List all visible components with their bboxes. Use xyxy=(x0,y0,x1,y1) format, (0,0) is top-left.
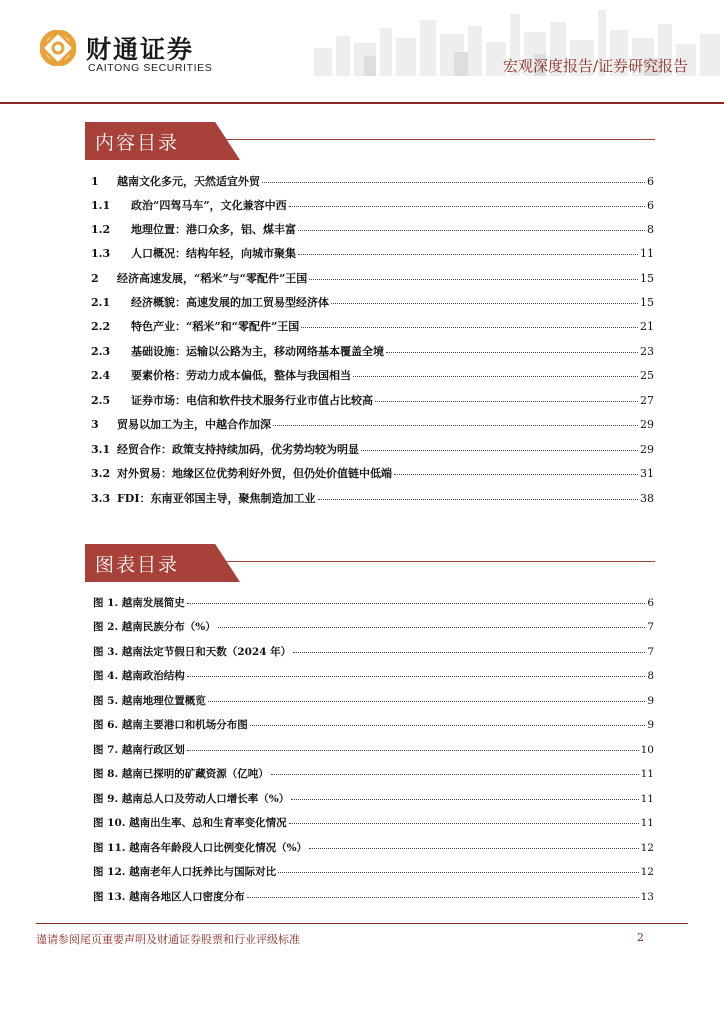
toc-title: 经济高速发展，“稻米”与“零配件”王国 xyxy=(117,272,308,285)
figure-title: 图 10. 越南出生率、总和生育率变化情况 xyxy=(93,817,287,829)
dot-leader xyxy=(331,303,638,304)
dot-leader xyxy=(386,352,638,353)
dot-leader xyxy=(187,676,646,677)
figure-title: 图 12. 越南老年人口抚养比与国际对比 xyxy=(93,866,277,878)
toc-title: 经贸合作：政策支持持续加码，优劣势均较为明显 xyxy=(117,443,359,456)
figure-page: 11 xyxy=(640,793,654,805)
toc-page: 15 xyxy=(640,296,654,309)
dot-leader xyxy=(262,182,645,183)
toc-entry[interactable] xyxy=(91,441,654,459)
toc-title: FDI：东南亚邻国主导，聚焦制造加工业 xyxy=(117,492,316,505)
toc-page: 25 xyxy=(640,369,654,382)
toc-title: 贸易以加工为主，中越合作加深 xyxy=(117,418,271,431)
figure-title: 图 8. 越南已探明的矿藏资源（亿吨） xyxy=(93,768,269,780)
toc-entry[interactable] xyxy=(91,270,654,288)
dot-leader xyxy=(394,474,638,475)
figure-page: 13 xyxy=(640,891,654,903)
banner-rule xyxy=(215,561,655,562)
figure-page: 9 xyxy=(647,695,654,707)
figure-page: 7 xyxy=(647,621,654,633)
figure-title: 图 5. 越南地理位置概览 xyxy=(93,695,206,707)
figure-page: 7 xyxy=(647,646,654,658)
figure-page: 11 xyxy=(640,817,654,829)
toc-heading: 内容目录 xyxy=(95,132,180,154)
figure-title: 图 7. 越南行政区划 xyxy=(93,744,185,756)
figure-page: 12 xyxy=(640,842,654,854)
figure-title: 图 11. 越南各年龄段人口比例变化情况（%） xyxy=(93,842,308,854)
toc-page: 21 xyxy=(640,320,654,333)
toc-entry[interactable] xyxy=(91,367,654,385)
dot-leader xyxy=(247,897,639,898)
toc-entry[interactable] xyxy=(91,490,654,508)
dot-leader xyxy=(361,450,638,451)
figure-page: 8 xyxy=(647,670,654,682)
figure-page: 10 xyxy=(640,744,654,756)
figure-page: 12 xyxy=(640,866,654,878)
toc-number: 1.2 xyxy=(91,223,111,236)
figure-entry[interactable] xyxy=(93,668,654,686)
dot-leader xyxy=(187,603,646,604)
toc-title: 越南文化多元，天然适宜外贸 xyxy=(117,175,260,188)
footer-divider xyxy=(36,923,688,924)
dot-leader xyxy=(187,750,639,751)
footer-disclaimer: 谨请参阅尾页重要声明及财通证券股票和行业评级标准 xyxy=(36,933,300,946)
dot-leader xyxy=(208,701,646,702)
dot-leader xyxy=(291,799,638,800)
dot-leader xyxy=(278,872,639,873)
figure-page: 6 xyxy=(647,597,654,609)
toc-title: 地理位置：港口众多，铝、煤丰富 xyxy=(131,223,296,236)
toc-number: 3.1 xyxy=(91,443,111,456)
toc-entry[interactable] xyxy=(91,465,654,483)
dot-leader xyxy=(289,823,639,824)
toc-entry[interactable] xyxy=(91,197,654,215)
toc-page: 29 xyxy=(640,443,654,456)
toc-number: 1.3 xyxy=(91,247,111,260)
toc-number: 2.5 xyxy=(91,394,111,407)
figures-heading: 图表目录 xyxy=(95,554,180,576)
figure-title: 图 13. 越南各地区人口密度分布 xyxy=(93,891,245,903)
toc-page: 6 xyxy=(647,199,654,212)
figure-title: 图 9. 越南总人口及劳动人口增长率（%） xyxy=(93,793,290,805)
toc-title: 要素价格：劳动力成本偏低，整体与我国相当 xyxy=(131,369,351,382)
toc-entry[interactable] xyxy=(91,173,654,191)
toc-entry[interactable] xyxy=(91,343,654,361)
toc-entry[interactable] xyxy=(91,392,654,410)
dot-leader xyxy=(298,254,638,255)
dot-leader xyxy=(218,627,646,628)
toc-page: 27 xyxy=(640,394,654,407)
dot-leader xyxy=(375,401,638,402)
figure-title: 图 6. 越南主要港口和机场分布图 xyxy=(93,719,248,731)
dot-leader xyxy=(250,725,646,726)
figure-entry[interactable] xyxy=(93,644,654,662)
toc-page: 11 xyxy=(640,247,654,260)
toc-page: 6 xyxy=(647,175,654,188)
page-number: 2 xyxy=(637,931,644,944)
toc-title: 基础设施：运输以公路为主，移动网络基本覆盖全境 xyxy=(131,345,384,358)
figure-entry[interactable] xyxy=(93,742,654,760)
header-divider xyxy=(0,102,724,104)
toc-title: 人口概况：结构年轻，向城市聚集 xyxy=(131,247,296,260)
dot-leader xyxy=(273,425,638,426)
figure-entry[interactable] xyxy=(93,864,654,882)
dot-leader xyxy=(301,327,638,328)
toc-page: 8 xyxy=(647,223,654,236)
toc-number: 1.1 xyxy=(91,199,111,212)
toc-title: 证券市场：电信和软件技术服务行业市值占比较高 xyxy=(131,394,373,407)
toc-title: 政治“四驾马车”，文化兼容中西 xyxy=(131,199,287,212)
figure-entry[interactable] xyxy=(93,619,654,637)
toc-page: 38 xyxy=(640,492,654,505)
toc-page: 23 xyxy=(640,345,654,358)
dot-leader xyxy=(293,652,645,653)
report-type-label: 宏观深度报告/证券研究报告 xyxy=(502,57,688,75)
dot-leader xyxy=(309,848,639,849)
toc-entry[interactable] xyxy=(91,221,654,239)
dot-leader xyxy=(271,774,639,775)
toc-page: 29 xyxy=(640,418,654,431)
figure-entry[interactable] xyxy=(93,840,654,858)
figure-title: 图 4. 越南政治结构 xyxy=(93,670,185,682)
toc-number: 2 xyxy=(91,272,99,285)
figure-entry[interactable] xyxy=(93,889,654,907)
figure-entry[interactable] xyxy=(93,717,654,735)
toc-title: 对外贸易：地缘区位优势利好外贸，但仍处价值链中低端 xyxy=(117,467,392,480)
toc-number: 1 xyxy=(91,175,99,188)
toc-heading-banner xyxy=(85,122,655,160)
figure-title: 图 1. 越南发展简史 xyxy=(93,597,185,609)
banner-rule xyxy=(215,139,655,140)
page-header xyxy=(0,0,724,104)
dot-leader xyxy=(289,206,645,207)
brand-name-cn: 财通证券 xyxy=(86,35,195,64)
dot-leader xyxy=(309,279,638,280)
toc-number: 2.3 xyxy=(91,345,111,358)
toc-entry[interactable] xyxy=(91,245,654,263)
dot-leader xyxy=(318,499,639,500)
toc-number: 3.2 xyxy=(91,467,111,480)
figure-title: 图 2. 越南民族分布（%） xyxy=(93,621,216,633)
toc-entry[interactable] xyxy=(91,294,654,312)
toc-title: 特色产业：“稻米”和“零配件”王国 xyxy=(131,320,300,333)
toc-number: 2.2 xyxy=(91,320,111,333)
figure-entry[interactable] xyxy=(93,693,654,711)
figures-heading-banner xyxy=(85,544,655,582)
toc-entry[interactable] xyxy=(91,318,654,336)
dot-leader xyxy=(298,230,645,231)
toc-number: 2.4 xyxy=(91,369,111,382)
toc-number: 3.3 xyxy=(91,492,111,505)
toc-page: 31 xyxy=(640,467,654,480)
figure-title: 图 3. 越南法定节假日和天数（2024 年） xyxy=(93,646,292,658)
brand-name-en: CAITONG SECURITIES xyxy=(88,62,213,74)
dot-leader xyxy=(353,376,638,377)
figure-entry[interactable] xyxy=(93,595,654,613)
toc-number: 3 xyxy=(91,418,99,431)
figure-page: 9 xyxy=(647,719,654,731)
caitong-logo-icon xyxy=(40,30,76,66)
figure-page: 11 xyxy=(640,768,654,780)
toc-page: 15 xyxy=(640,272,654,285)
toc-title: 经济概貌：高速发展的加工贸易型经济体 xyxy=(131,296,329,309)
figure-entry[interactable] xyxy=(93,766,654,784)
toc-number: 2.1 xyxy=(91,296,111,309)
toc-entry[interactable] xyxy=(91,416,654,434)
figure-entry[interactable] xyxy=(93,791,654,809)
figure-entry[interactable] xyxy=(93,815,654,833)
